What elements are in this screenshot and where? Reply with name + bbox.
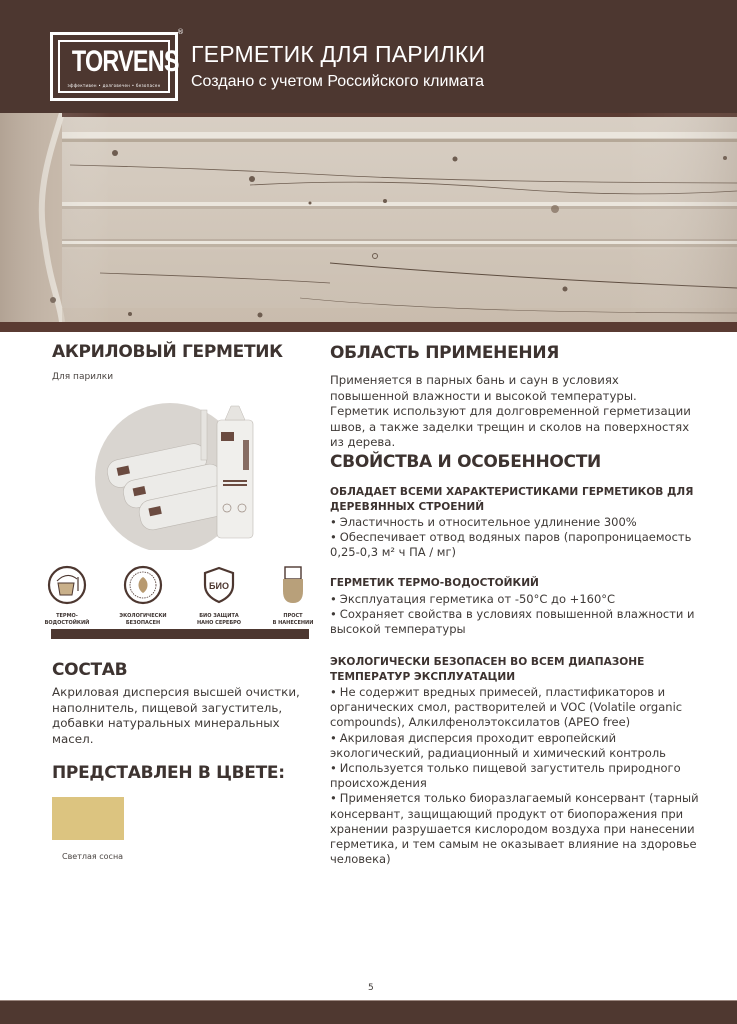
bio-badge-text: БИО [209,581,229,591]
properties-title: СВОЙСТВА И ОСОБЕННОСТИ [330,452,601,472]
properties-group-heading: ОБЛАДАЕТ ВСЕМИ ХАРАКТЕРИСТИКАМИ ГЕРМЕТИКОВ ДЛЯ ДЕРЕВЯННЫХ СТРОЕНИЙ [330,486,694,513]
feature-label-line2: БЕЗОПАСЕН [125,620,161,626]
header-title: ГЕРМЕТИК ДЛЯ ПАРИЛКИ [191,41,486,67]
logo-wordmark: TORVENS [71,45,179,78]
hand-cartridge-icon [273,565,313,605]
feature-label-line2: ВОДОСТОЙКИЙ [44,620,90,626]
properties-group-list [330,592,710,638]
feature-eco-safe [103,565,183,627]
hero-bottom-bar [0,322,737,332]
feature-label-line1: ЭКОЛОГИЧЕСКИ [119,613,167,619]
wood-wall-photo [0,113,737,322]
registered-mark: ® [177,28,184,36]
feature-label-line2: НАНО СЕРЕБРО [196,620,242,626]
page-footer [0,1000,737,1024]
bullet-item: • Эластичность и относительное удлинение 300% [330,515,710,530]
bullet-item: • Обеспечивает отвод водяных паров (паропроницаемость 0,25-0,3 м² ч ПА / мг) [330,530,710,560]
composition-title: СОСТАВ [52,660,128,680]
color-swatch-label: Светлая сосна [62,852,124,861]
bullet-item: • Не содержит вредных примесей, пластификаторов и органических смол, растворителей и VOC (Volatile organic compounds), Алкилфенолэтоксилатов (APEO free) [330,685,705,731]
colors-title: ПРЕДСТАВЛЕН В ЦВЕТЕ: [52,763,285,783]
properties-group-list [330,685,705,867]
properties-group-heading: ГЕРМЕТИК ТЕРМО-ВОДОСТОЙКИЙ [330,577,539,589]
properties-group-heading: ЭКОЛОГИЧЕСКИ БЕЗОПАСЕН ВО ВСЕМ ДИАПАЗОНЕ ТЕМПЕРАТУР ЭКСПЛУАТАЦИИ [330,656,645,683]
feature-easy-application [253,565,333,627]
application-text: Применяется в парных бань и саун в условиях повышенной влажности и высокой температуры. Герметик используют для долговременной герметизации швов, а также заделки трещин и сколов на поверхностях из дерева. [330,373,691,449]
feature-thermo-waterproof [27,565,107,627]
application-title: ОБЛАСТЬ ПРИМЕНЕНИЯ [330,343,560,363]
bullet-item: • Эксплуатация герметика от -50°С до +160°С [330,592,710,607]
feature-label-line1: ТЕРМО- [56,613,78,619]
bullet-item: • Акриловая дисперсия проходит европейский экологический, радиационный и химический контроль [330,731,705,761]
bullet-item: • Применяется только биоразлагаемый консервант (тарный консервант, защищающий продукт от биопоражения при хранении разрушается кислородом воздуха при нанесении герметика, и тем самым не оказывает влияние на здоровье человека) [330,791,705,867]
sauna-bucket-icon [47,565,87,605]
page-header [0,0,737,113]
composition-text: Акриловая дисперсия высшей очистки, наполнитель, пищевой загуститель, добавки натуральных минеральных масел. [52,685,300,746]
eco-leaf-icon [123,565,163,605]
product-subtitle: Для парилки [52,372,114,382]
logo-tagline: эффективен • долговечен • безопасен [67,83,161,88]
feature-label-line2: В НАНЕСЕНИИ [272,620,314,626]
header-subtitle: Создано с учетом Российского климата [191,73,485,90]
product-image [95,400,325,550]
section-divider [51,629,309,639]
bullet-item: • Сохраняет свойства в условиях повышенной влажности и высокой температуры [330,607,710,637]
product-title: АКРИЛОВЫЙ ГЕРМЕТИК [52,342,283,362]
color-swatch-light-pine[interactable] [52,797,124,840]
torvens-logo [50,32,178,101]
properties-group-list [330,515,710,561]
feature-label-line1: БИО ЗАЩИТА [199,613,239,619]
feature-icons [40,565,312,625]
page-number: 5 [368,983,374,993]
feature-bio-protection [179,565,259,627]
bio-shield-icon [199,565,239,605]
feature-label-line1: ПРОСТ [283,613,303,619]
bullet-item: • Используется только пищевой загуститель природного происхождения [330,761,705,791]
